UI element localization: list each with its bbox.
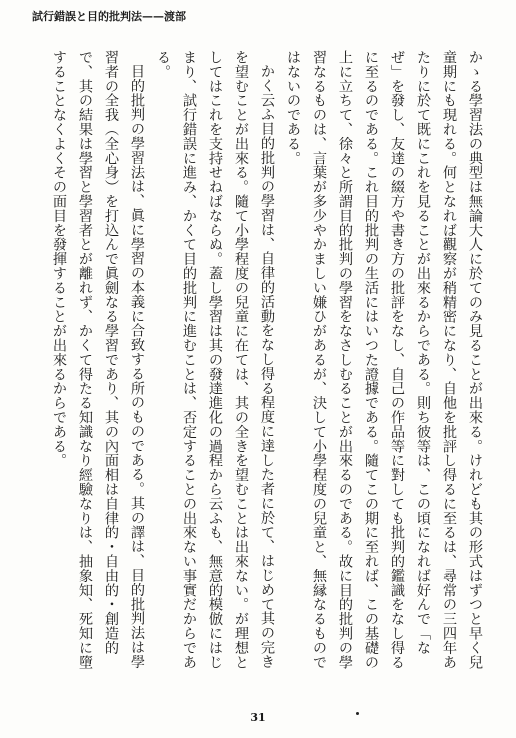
page-number: 31 <box>250 711 266 724</box>
running-head: 試行錯誤と目的批判法——渡部 <box>32 10 186 23</box>
paragraph-3: 目的批判の學習法は、眞に學習の本義に合致する所のものである。其の譯は、目的批判法は學習者の全我（全心身）を打込んで眞劍なる學習であり、其の內面相は自律的・自由的・創造的で、其の結果は學習と學習者とが離れず、かくて得たる知識なり經驗なりは、抽象知、死知に墮することなくよくその面目を發揮することが出來るからである。 <box>51 50 145 670</box>
paragraph-2: かく云ふ目的批判の學習は、自律的活動をなし得る程度に達した者に於て、はじめて其の完きを望むことが出來る。隨て小學程度の兒童に在ては、其の全きを望むことは出來ない。が理想としてはこれを支持せねばならぬ。蓋し學習は其の發達進化の過程から云ふも、無意的模倣にはじまり、試行錯誤に進み、かくて目的批判に進むことは、否定することの出來ない事實だからである。 <box>155 50 275 670</box>
speck-mark <box>356 712 359 715</box>
paragraph-1: かゝる學習法の典型は無論大人に於てのみ見ることが出來る。けれども其の形式はずつと早く兒童期にも現れる。何となれば觀察が稍精密になり、自他を批評し得るに至るは、尋常の三四年あたりに於て既にこれを見ることが出來るからである。則ち彼等は、この頃になれば好んで「なぜ」を發し、友達の綴方や書き方の批評をなし、自己の作品等に對しても批判的鑑識をなし得るに至るのである。これ目的批判の生活にはいつた證據である。隨てこの期に至れば、この基礎の上に立ちて、徐々と所謂目的批判の學習をなさしむることが出來るのである。故に目的批判の學習なるものは、言葉が多少やかましい嫌ひがあるが、決して小學程度の兒童と、無縁なるものではないのである。 <box>285 50 483 670</box>
body-text <box>28 50 488 670</box>
